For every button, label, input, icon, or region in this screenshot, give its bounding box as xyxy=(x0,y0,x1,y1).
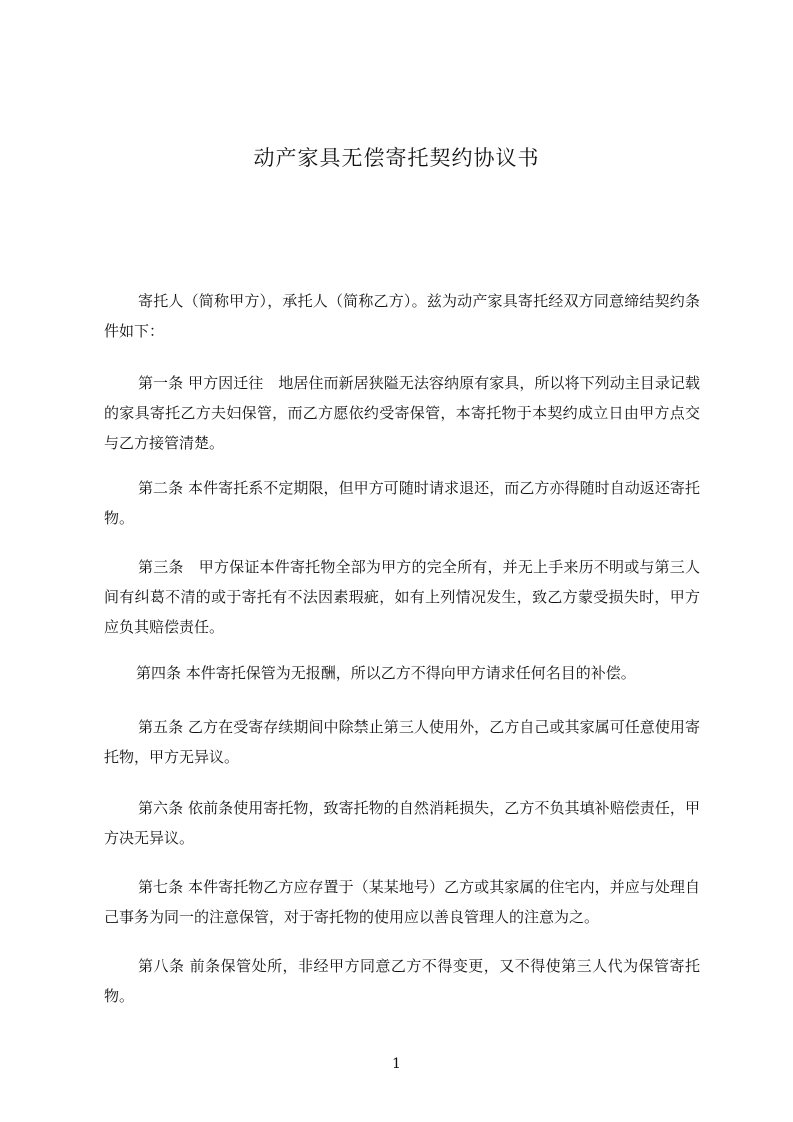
document-title: 动产家具无偿寄托契约协议书 xyxy=(253,146,540,170)
article-4: 第四条 本件寄托保管为无报酬，所以乙方不得向甲方请求任何名目的补偿。 xyxy=(136,664,636,682)
intro-paragraph: 寄托人（简称甲方），承托人（简称乙方）。兹为动产家具寄托经双方同意缔结契约条件如下： xyxy=(104,292,700,340)
article-7: 第七条 本件寄托物乙方应存置于（某某地号）乙方或其家属的住宅内，并应与处理自己事务为同一的注意保管，对于寄托物的使用应以善良管理人的注意为之。 xyxy=(104,878,700,926)
article-6: 第六条 依前条使用寄托物，致寄托物的自然消耗损失，乙方不负其填补赔偿责任，甲方决无异议。 xyxy=(104,799,700,847)
article-2: 第二条 本件寄托系不定期限，但甲方可随时请求退还，而乙方亦得随时自动返还寄托物。 xyxy=(104,479,700,527)
page-number: 1 xyxy=(392,1056,401,1072)
article-1: 第一条 甲方因迁往 地居住而新居狭隘无法容纳原有家具，所以将下列动主目录记载的家具寄托乙方夫妇保管，而乙方愿依约受寄保管，本寄托物于本契约成立日由甲方点交与乙方接管清楚。 xyxy=(104,374,700,452)
article-5: 第五条 乙方在受寄存续期间中除禁止第三人使用外，乙方自己或其家属可任意使用寄托物，甲方无异议。 xyxy=(104,718,700,766)
article-3: 第三条 甲方保证本件寄托物全部为甲方的完全所有，并无上手来历不明或与第三人间有纠葛不清的或于寄托有不法因素瑕疵，如有上列情况发生，致乙方蒙受损失时，甲方应负其赔偿责任。 xyxy=(104,558,700,636)
article-8: 第八条 前条保管处所，非经甲方同意乙方不得变更，又不得使第三人代为保管寄托物。 xyxy=(104,957,700,1005)
